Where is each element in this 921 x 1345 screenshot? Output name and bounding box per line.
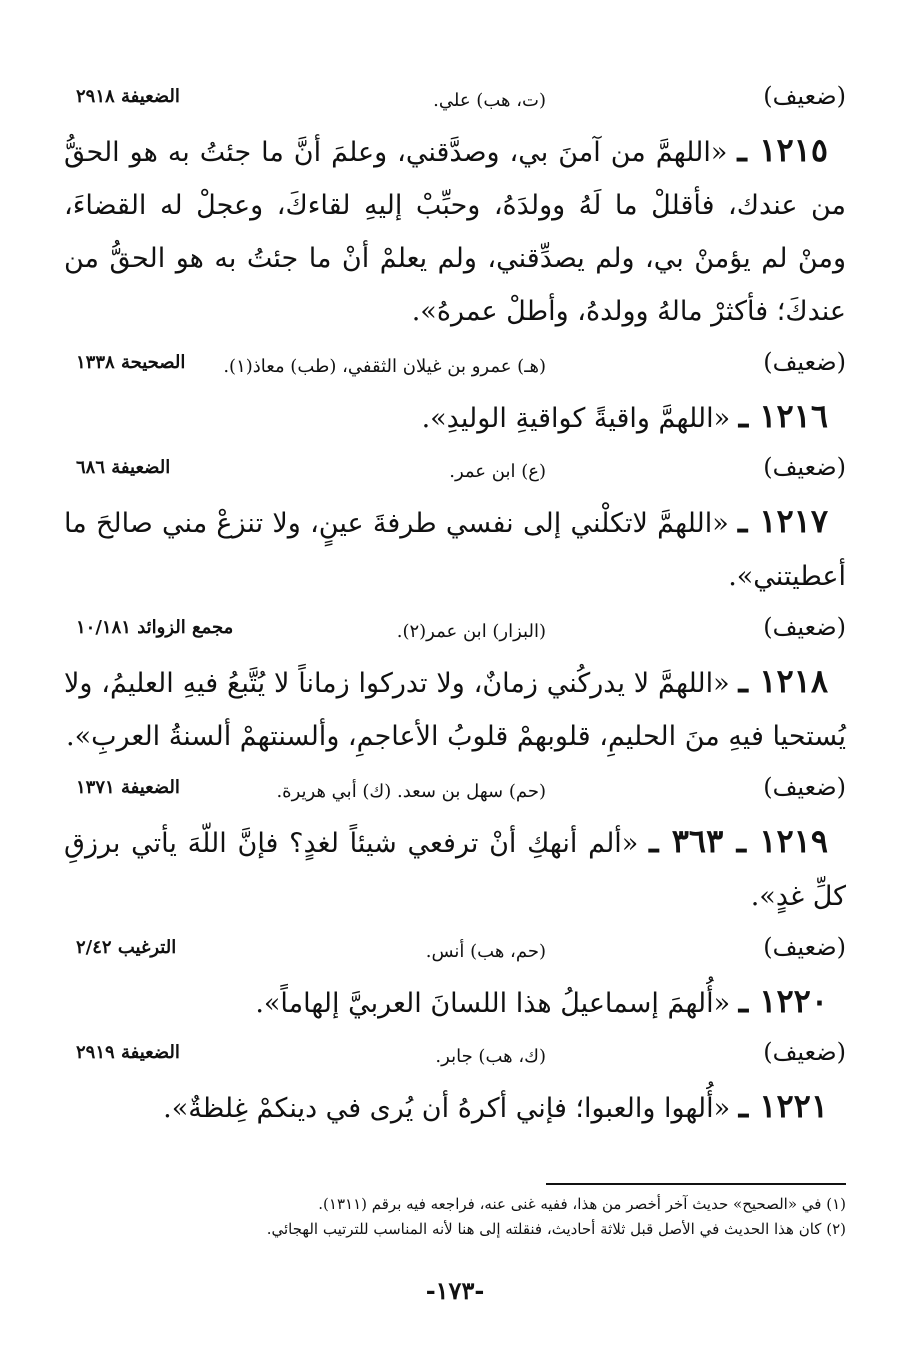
grade-row bbox=[64, 929, 846, 975]
footnotes bbox=[64, 1192, 846, 1242]
source-text: (ع) ابن عمر. bbox=[449, 461, 546, 482]
hadith-number: ١٢١٦ ـ bbox=[738, 397, 828, 435]
reference-text: الصحيحة ١٣٣٨ bbox=[76, 352, 186, 373]
grade-row bbox=[64, 449, 846, 495]
source-text: (حم، هب) أنس. bbox=[425, 941, 546, 962]
hadith-text: «اللهمَّ لاتكلْني إلى نفسي طرفةَ عينٍ، ولا تنزعْ مني صالحَ ما أعطيتني». bbox=[64, 508, 846, 592]
source-text: (البزار) ابن عمر(٢). bbox=[396, 621, 546, 642]
source-text: (حم) سهل بن سعد. (ك) أبي هريرة. bbox=[276, 781, 546, 802]
hadith-entry bbox=[64, 655, 846, 763]
hadith-text: «أُلهمَ إسماعيلُ هذا اللسانَ العربيَّ إلهاماً». bbox=[255, 988, 731, 1019]
reference-text: الضعيفة ٢٩١٨ bbox=[76, 86, 180, 107]
grade-label: (ضعيف) bbox=[763, 773, 846, 801]
hadith-number: ١٢٢٠ ـ bbox=[738, 982, 828, 1020]
hadith-entry bbox=[64, 124, 846, 338]
grade-label: (ضعيف) bbox=[763, 453, 846, 481]
reference-text: الضعيفة ٢٩١٩ bbox=[76, 1042, 180, 1063]
grade-label: (ضعيف) bbox=[763, 82, 846, 110]
hadith-entry bbox=[64, 495, 846, 603]
hadith-entry bbox=[64, 975, 846, 1030]
grade-label: (ضعيف) bbox=[763, 933, 846, 961]
hadith-entry bbox=[64, 390, 846, 445]
grade-row bbox=[64, 609, 846, 655]
grade-row bbox=[64, 769, 846, 815]
reference-text: الضعيفة ١٣٧١ bbox=[76, 777, 180, 798]
reference-text: الترغيب ٢/٤٢ bbox=[76, 937, 177, 958]
footnote: (٢) كان هذا الحديث في الأصل قبل ثلاثة أحاديث، فنقلته إلى هنا لأنه المناسب للترتيب الهجائي. bbox=[266, 1220, 846, 1238]
book-page bbox=[64, 78, 846, 1305]
source-text: (ت، هب) علي. bbox=[433, 90, 546, 111]
grade-label: (ضعيف) bbox=[763, 1038, 846, 1066]
reference-text: الضعيفة ٦٨٦ bbox=[76, 457, 171, 478]
hadith-number: ١٢١٩ ـ ٣٦٣ ـ bbox=[649, 822, 828, 860]
grade-row bbox=[64, 344, 846, 390]
grade-row bbox=[64, 1034, 846, 1080]
hadith-number: ١٢٢١ ـ bbox=[738, 1087, 828, 1125]
page-number: -١٧٣- bbox=[425, 1276, 485, 1305]
hadith-text: «اللهمَّ واقيةً كواقيةِ الوليدِ». bbox=[421, 403, 731, 434]
hadith-number: ١٢١٨ ـ bbox=[738, 662, 828, 700]
source-text: (هـ) عمرو بن غيلان الثقفي، (طب) معاذ(١). bbox=[223, 356, 546, 377]
footnote: (١) في «الصحيح» حديث آخر أخصر من هذا، ففيه غنى عنه، فراجعه فيه برقم (١٣١١). bbox=[318, 1195, 846, 1213]
grade-label: (ضعيف) bbox=[763, 613, 846, 641]
hadith-number: ١٢١٥ ـ bbox=[737, 131, 828, 169]
hadith-text: «اللهمَّ لا يدركُني زمانٌ، ولا تدركوا زماناً لا يُتَّبعُ فيهِ العليمُ، ولا يُستحيا فيهِ منَ الحليمِ، قلوبهمْ قلوبُ الأعاجمِ، وألسنتهمْ ألسنةُ العربِ». bbox=[64, 668, 846, 752]
grade-row bbox=[64, 78, 846, 124]
hadith-entry bbox=[64, 1080, 846, 1135]
hadith-text: «اللهمَّ من آمنَ بي، وصدَّقني، وعلمَ أنَّ ما جئتُ به هو الحقُّ من عندك، فأقللْ ما لَهُ وولدَهُ، وحبِّبْ إليهِ لقاءكَ، وعجلْ له القضاءَ، ومنْ لم يؤمنْ بي، ولم يصدِّقني، ولم يعلمْ أنْ ما جئتُ به هو الحقُّ من عندكَ؛ فأكثرْ مالهُ وولدهُ، وأطلْ عمرهُ». bbox=[64, 137, 846, 327]
footnote-divider bbox=[546, 1183, 846, 1185]
grade-label: (ضعيف) bbox=[763, 348, 846, 376]
source-text: (ك، هب) جابر. bbox=[435, 1046, 546, 1067]
hadith-entry bbox=[64, 815, 846, 923]
hadith-number: ١٢١٧ ـ bbox=[738, 502, 828, 540]
hadith-text: «أُلهوا والعبوا؛ فإني أكرهُ أن يُرى في دينكمْ غِلظةٌ». bbox=[163, 1093, 731, 1124]
hadith-text: «ألم أنهكِ أنْ ترفعي شيئاً لغدٍ؟ فإنَّ اللّهَ يأتي برزقِ كلِّ غدٍ». bbox=[64, 828, 846, 912]
reference-text: مجمع الزوائد ١٠/١٨١ bbox=[76, 617, 234, 638]
